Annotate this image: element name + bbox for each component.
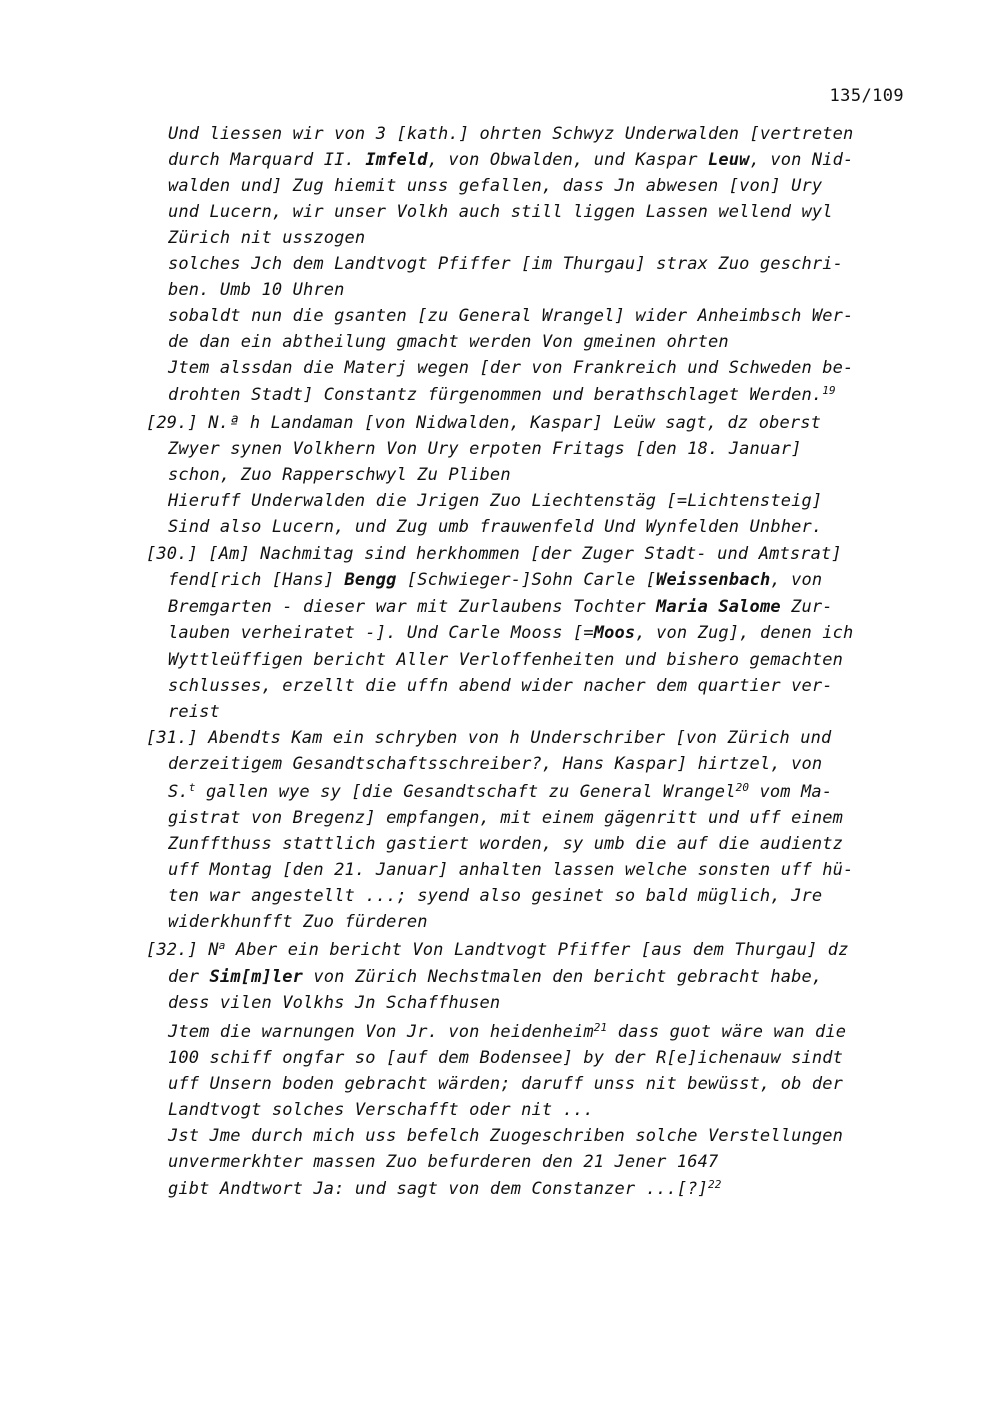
text-run: lauben verheiratet -]. Und Carle Mooss [= — [168, 623, 594, 643]
text-run: sobaldt nun die gsanten [zu General Wrangel] wider Anheimbsch Wer- — [168, 306, 854, 326]
text-run: vom Ma- — [749, 782, 833, 802]
text-line — [168, 173, 822, 199]
footnote-ref: a — [218, 939, 226, 952]
text-line — [168, 1097, 594, 1123]
text-run: [29.] N.ª h Landaman [von Nidwalden, Kaspar] Leüw sagt, dz oberst — [146, 413, 822, 433]
text-run: dass guot wäre wan die — [607, 1022, 847, 1042]
text-line — [146, 725, 831, 751]
text-run: und Lucern, wir unser Volkh auch still liggen Lassen wellend wyl — [168, 202, 833, 222]
text-run: Hieruff Underwalden die Jrigen Zuo Liechtenstäg [=Lichtensteig] — [168, 491, 823, 511]
bold-name: Leuw — [708, 150, 750, 170]
text-run: [Schwieger-]Sohn Carle [ — [396, 570, 657, 590]
bold-name: Imfeld — [365, 150, 428, 170]
text-run: Landtvogt solches Verschafft oder nit ... — [168, 1100, 594, 1120]
text-run: Sind also Lucern, und Zug umb frauwenfeld Und Wynfelden Unbher. — [168, 517, 823, 537]
text-line — [168, 964, 822, 990]
text-run: ten war angestellt ...; syend also gesinet so bald müglich, Jre — [168, 886, 823, 906]
text-run: von Zürich Nechstmalen den bericht gebracht habe, — [303, 967, 823, 987]
text-line — [168, 251, 843, 277]
text-run: ben. Umb 10 Uhren — [168, 280, 345, 300]
text-run: de dan ein abtheilung gmacht werden Von gmeinen ohrten — [168, 332, 729, 352]
text-line — [168, 699, 220, 725]
text-line — [168, 751, 822, 777]
text-run: dess vilen Volkhs Jn Schaffhusen — [168, 993, 501, 1013]
text-run: Zunffthuss stattlich gastiert worden, sy umb die auf die audientz — [168, 834, 844, 854]
footnote-ref: 22 — [708, 1178, 722, 1191]
page-number: 135/109 — [829, 86, 904, 106]
text-run: 100 schiff ongfar so [auf dem Bodensee] by der R[e]ichenauw sindt — [168, 1048, 844, 1068]
text-line — [168, 121, 853, 147]
text-run: Zürich nit usszogen — [168, 228, 366, 248]
text-line — [168, 567, 822, 593]
text-run: , von Nid- — [749, 150, 854, 170]
footnote-ref: 20 — [735, 781, 750, 794]
text-line — [168, 1045, 843, 1071]
text-run: gallen wye sy [die Gesandtschaft zu General Wrangel — [195, 782, 736, 802]
text-run: unvermerkhter massen Zuo befurderen den 21 Jener 1647 — [168, 1152, 719, 1172]
bold-name: Bengg — [344, 570, 397, 590]
text-line — [168, 909, 428, 935]
text-line — [146, 541, 842, 567]
text-line — [168, 1149, 718, 1175]
text-run: [31.] Abendts Kam ein schryben von h Underschriber [von Zürich und — [146, 728, 832, 748]
text-line — [168, 225, 365, 251]
text-line — [168, 831, 843, 857]
text-run: Jst Jme durch mich uss befelch Zuogeschriben solche Verstellungen — [168, 1126, 844, 1146]
text-line — [168, 436, 801, 462]
bold-name: Maria Salome — [656, 597, 781, 617]
footnote-ref: 19 — [822, 384, 836, 397]
text-line — [168, 462, 511, 488]
text-run: widerkhunfft Zuo fürderen — [168, 912, 428, 932]
text-run: solches Jch dem Landtvogt Pfiffer [im Thurgau] strax Zuo geschri- — [168, 254, 844, 274]
text-run: schlusses, erzellt die uffn abend wider nacher dem quartier ver- — [168, 676, 833, 696]
text-run: schon, Zuo Rapperschwyl Zu Pliben — [168, 465, 511, 485]
text-run: Zur- — [780, 597, 833, 617]
text-run: , von Zug], denen ich — [635, 623, 854, 643]
text-line — [168, 303, 853, 329]
bold-name: Sim[m]ler — [209, 967, 304, 987]
text-line — [168, 514, 822, 540]
text-run: , von — [770, 570, 823, 590]
text-run: durch Marquard II. — [168, 150, 366, 170]
text-line — [168, 488, 822, 514]
text-run: walden und] Zug hiemit unss gefallen, dass Jn abwesen [von] Ury — [168, 176, 823, 196]
text-line — [168, 1123, 843, 1149]
text-run: gibt Andtwort Ja: und sagt von dem Constanzer ...[?] — [168, 1179, 709, 1199]
text-line — [168, 857, 853, 883]
text-run: Jtem alssdan die Materj wegen [der von Frankreich und Schweden be- — [168, 358, 854, 378]
text-line — [168, 1019, 846, 1045]
text-run: , von Obwalden, und Kaspar — [427, 150, 709, 170]
text-run: Zwyer synen Volkhern Von Ury erpoten Fritags [den 18. Januar] — [168, 439, 802, 459]
text-line — [168, 382, 836, 408]
text-run: reist — [168, 702, 220, 722]
text-run: [30.] [Am] Nachmitag sind herkhommen [der Zuger Stadt- und Amtsrat] — [146, 544, 842, 564]
text-run: [32.] N — [146, 940, 219, 960]
text-run: uff Unsern boden gebracht wärden; daruff unss nit bewüsst, ob der — [168, 1074, 844, 1094]
text-line — [146, 410, 821, 436]
bold-name: Moos — [593, 623, 636, 643]
text-run: Aber ein bericht Von Landtvogt Pfiffer [aus dem Thurgau] dz — [225, 940, 849, 960]
text-run: drohten Stadt] Constantz fürgenommen und berathschlaget Werden. — [168, 385, 823, 405]
text-run: Jtem die warnungen Von Jr. von heidenheim — [168, 1022, 594, 1042]
text-run: uff Montag [den 21. Januar] anhalten lassen welche sonsten uff hü- — [168, 860, 854, 880]
text-line — [168, 277, 345, 303]
text-line — [168, 1071, 843, 1097]
text-run: derzeitigem Gesandtschaftsschreiber?, Hans Kaspar] hirtzel, von — [168, 754, 823, 774]
text-line — [168, 1176, 722, 1202]
text-line — [168, 673, 833, 699]
text-run: gistrat von Bregenz] empfangen, mit einem gägenritt und uff einem — [168, 808, 844, 828]
text-line — [168, 647, 843, 673]
text-line — [168, 355, 853, 381]
text-line — [168, 990, 500, 1016]
text-line — [146, 937, 849, 963]
text-line — [168, 779, 832, 805]
text-run: S. — [168, 782, 189, 802]
text-line — [168, 594, 833, 620]
text-line — [168, 805, 843, 831]
text-run: fend[rich [Hans] — [168, 570, 345, 590]
text-run: Und liessen wir von 3 [kath.] ohrten Schwyz Underwalden [vertreten — [168, 124, 854, 144]
text-run: Bremgarten - dieser war mit Zurlaubens Tochter — [168, 597, 657, 617]
text-line — [168, 620, 853, 646]
text-line — [168, 329, 729, 355]
footnote-ref: 21 — [593, 1021, 608, 1034]
bold-name: Weissenbach — [656, 570, 771, 590]
text-line — [168, 147, 853, 173]
text-run: der — [168, 967, 210, 987]
text-line — [168, 199, 833, 225]
footnote-ref: t — [188, 781, 196, 794]
text-line — [168, 883, 822, 909]
text-run: Wyttleüffigen bericht Aller Verloffenheiten und bishero gemachten — [168, 650, 844, 670]
